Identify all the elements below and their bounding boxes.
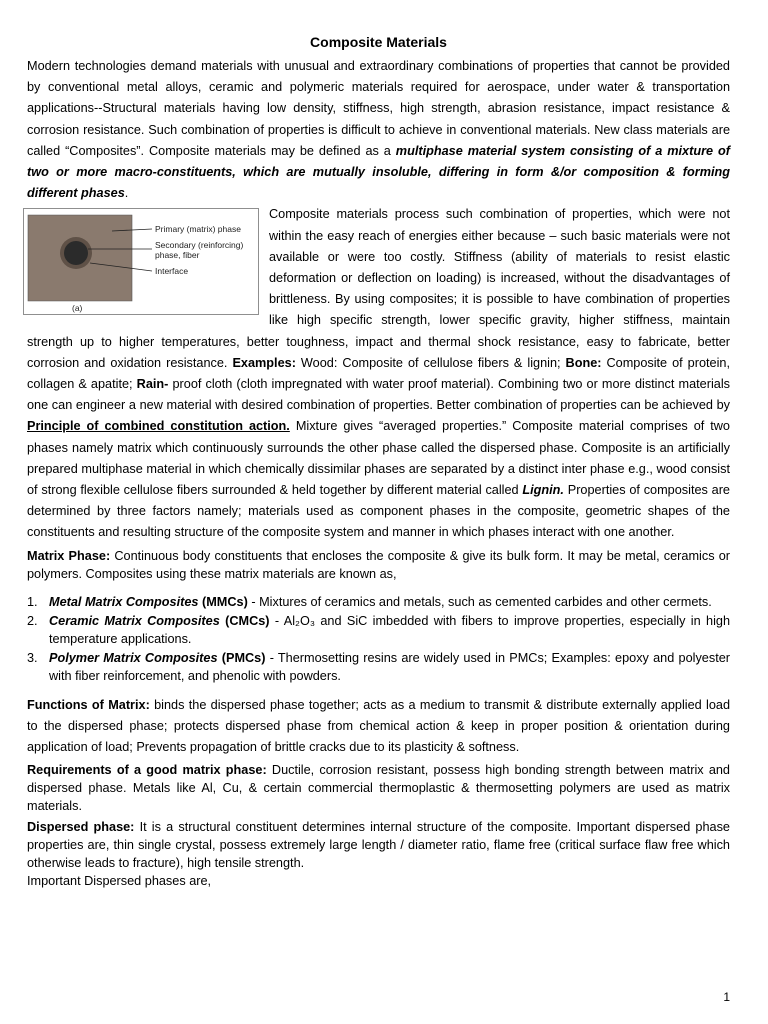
- composite-type-name: Polymer Matrix Composites: [49, 650, 218, 665]
- body-text-1: Composite materials process such combination of properties, which were not within the easy reach of energies either because – such basic materials were not available or were too costly. Stiffness (ability of materials to resist elastic deformation or deflection on loading) is increased, without the disadvantages of brittleness. By using composites; it is possible to have combination of properties like high specific strength, lower specific gravity, higher stiffness, maintain strength up to higher temperatures, better toughness, impact and thermal shock resistance, easy to fabricate, better corrosion and oxidation resistance.: [27, 207, 730, 370]
- page-number: 1: [723, 990, 730, 1004]
- composite-type-abbr: (CMCs): [225, 613, 270, 628]
- label-primary: Primary (matrix) phase: [155, 224, 241, 235]
- composite-type-desc: - Thermosetting resins are widely used in PMCs; Examples: epoxy and polyester with fiber reinforcement, and phenolic with powders.: [49, 650, 730, 683]
- list-number: 1.: [27, 594, 38, 609]
- dispersed-paragraph: [27, 818, 730, 872]
- figure-caption: (a): [72, 303, 83, 314]
- requirements-paragraph: [27, 761, 730, 815]
- functions-text: binds the dispersed phase together; acts as a medium to transmit & distribute externally applied load to the dispersed phase; protects dispersed phase from chemical action & keep in proper position & orientation during application of load; Prevents propagation of brittle cracks due to its plasticity & softness.: [27, 697, 730, 754]
- label-secondary-line1: Secondary (reinforcing): [155, 240, 244, 251]
- functions-paragraph: [27, 695, 730, 758]
- matrix-types-list: [27, 593, 730, 685]
- requirements-label: Requirements of a good matrix phase:: [27, 762, 267, 777]
- rain-label: Rain-: [136, 377, 169, 392]
- dispersed-text: It is a structural constituent determines internal structure of the composite. Important dispersed phase properties are, thin single crystal, possess extremely large length / diameter ratio, flame free (critical surface flaw free which otherwise leads to fracture), high tensile strength.: [27, 819, 730, 870]
- bone-label: Bone:: [565, 355, 602, 370]
- matrix-phase-label: Matrix Phase:: [27, 548, 111, 563]
- list-item: [27, 593, 730, 611]
- composite-diagram: [24, 209, 258, 314]
- list-number: 2.: [27, 613, 38, 628]
- body-text-6: Properties of composites are determined by three factors namely; materials used as component phases in the composite, geometric shapes of the constituents and resulting structure of the composite system and manner in which phases interact with one another.: [27, 483, 730, 540]
- closing-line: Important Dispersed phases are,: [27, 873, 212, 888]
- body-text-5: Mixture gives “averaged properties.” Composite material comprises of two phases namely matrix which continuously surrounds the other phase called the dispersed phase. Composite is an artificially prepared multiphase material in which chemically dissimilar phases are separated by a distinct inter phase e.g., wood consist of strong flexible cellulose fibers surrounded & held together by different material called: [27, 419, 730, 498]
- composite-type-desc: - Al₂O₃ and SiC imbedded with fibers to improve properties, especially in high temperature applications.: [49, 613, 730, 646]
- list-item: [27, 649, 730, 685]
- fiber-phase: [64, 241, 88, 265]
- matrix-phase-text: Continuous body constituents that encloses the composite & give its bulk form. It may be metal, ceramics or polymers. Composites using these matrix materials are known as,: [27, 548, 731, 581]
- list-number: 3.: [27, 650, 38, 665]
- intro-end: .: [124, 186, 129, 201]
- body-text-2: Wood: Composite of cellulose fibers & lignin;: [295, 355, 566, 370]
- body-text-4: proof cloth (cloth impregnated with water proof material). Combining two or more distinct materials one can engineer a new material with desired combination of properties. Better combination of properties can be achieved by: [27, 377, 730, 413]
- lignin-term: Lignin.: [522, 483, 564, 498]
- principle-highlight: Principle of combined constitution action.: [27, 419, 290, 434]
- examples-label: Examples:: [232, 355, 296, 370]
- composite-type-abbr: (MMCs): [202, 594, 248, 609]
- intro-paragraph: [27, 56, 730, 204]
- page-title: Composite Materials: [310, 34, 447, 50]
- composite-type-name: Ceramic Matrix Composites: [49, 613, 220, 628]
- dispersed-label: Dispersed phase:: [27, 819, 135, 834]
- composite-figure: [23, 208, 259, 315]
- label-secondary-line2: phase, fiber: [155, 250, 200, 261]
- list-item: [27, 612, 730, 648]
- composite-type-name: Metal Matrix Composites: [49, 594, 199, 609]
- body-text-3: Composite of protein, collagen & apatite;: [27, 355, 730, 392]
- composite-type-desc: - Mixtures of ceramics and metals, such as cemented carbides and other cermets.: [247, 594, 712, 609]
- composite-definition: multiphase material system consisting of a mixture of two or more macro-constituents, which are mutually insoluble, differing in form &/or composition & forming different phases: [27, 143, 730, 201]
- matrix-phase-paragraph: [27, 547, 730, 583]
- requirements-text: Ductile, corrosion resistant, possess high bonding strength between matrix and dispersed phase. Metals like Al, Cu, & certain commercial thermoplastic & thermosetting polymers are used as matrix materials.: [27, 762, 730, 813]
- document-page: [27, 34, 730, 890]
- functions-label: Functions of Matrix:: [27, 697, 150, 712]
- composite-type-abbr: (PMCs): [221, 650, 266, 665]
- intro-text: Modern technologies demand materials with unusual and extraordinary combinations of properties that cannot be provided by conventional metal alloys, ceramic and polymeric materials required for aerospace, under water & transportation applications--Structural materials having low density, stiffness, high strength, abrasion resistance, impact resistance & corrosion resistance. Such combination of properties is difficult to achieve in conventional materials. New class materials are called “Composites”. Composite materials may be defined as a: [27, 59, 730, 158]
- label-interface: Interface: [155, 266, 189, 277]
